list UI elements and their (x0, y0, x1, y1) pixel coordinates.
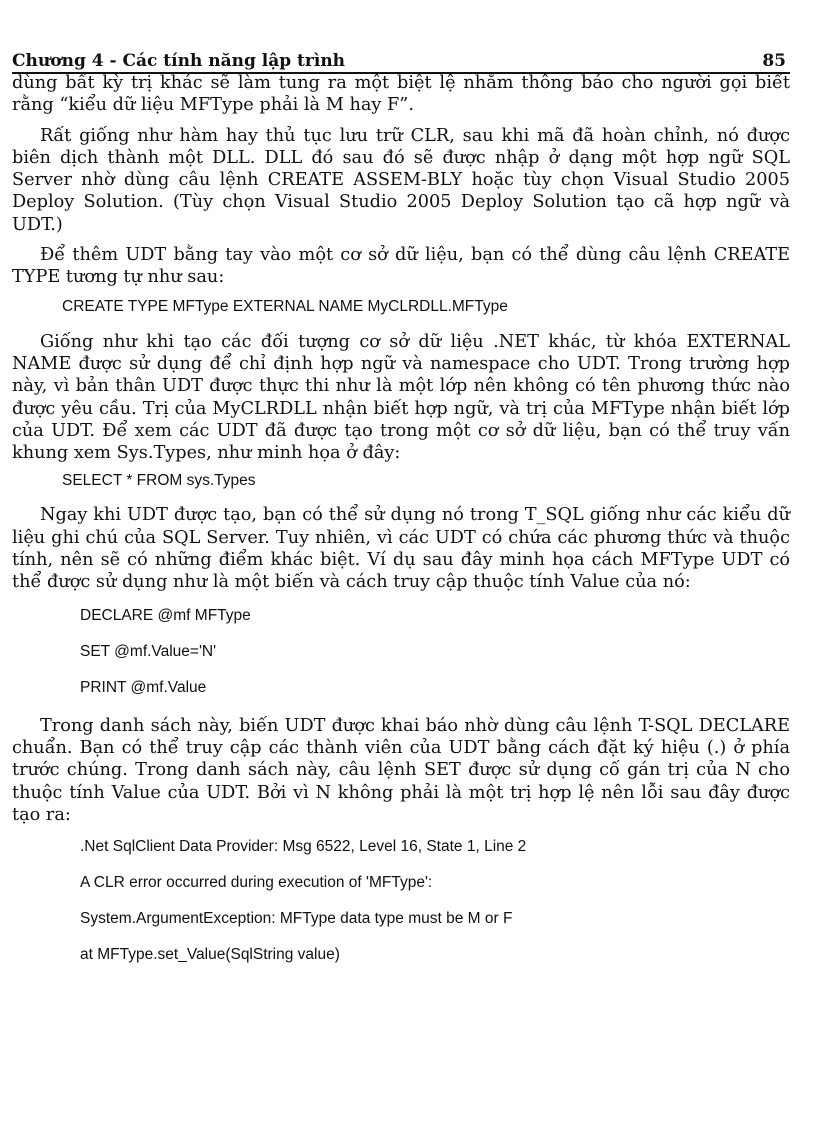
error-message-line-4: at MFType.set_Value(SqlString value) (80, 946, 340, 964)
code-print-value: PRINT @mf.Value (80, 678, 207, 696)
paragraph-udt-usage: Ngay khi UDT được tạo, bạn có thể sử dụng nó trong T_SQL giống như các kiểu dữ liệu ghi chú của SQL Server. Tuy nhiên, vì các UDT có chứa các phương thức và thuộc tính, nên sẽ có những điểm khác biệt. Ví dụ sau đây minh họa cách MFType UDT có thể được sử dụng như là một biến và cách truy cập thuộc tính Value của nó: (12, 505, 790, 593)
code-set-value: SET @mf.Value='N' (80, 642, 217, 660)
paragraph-continued: dùng bất kỳ trị khác sẽ làm tung ra một biệt lệ nhằm thông báo cho người gọi biết rằng “kiểu dữ liệu MFType phải là M hay F”. (12, 73, 790, 116)
book-page (12, 42, 790, 964)
paragraph-error-intro: Trong danh sách này, biến UDT được khai báo nhờ dùng câu lệnh T-SQL DECLARE chuẩn. Bạn có thể truy cập các thành viên của UDT bằng cách đặt ký hiệu (.) ở phía trước chúng. Trong danh sách này, câu lệnh SET được sử dụng cố gán trị của N cho thuộc tính Value của UDT. Bởi vì N không phải là một trị hợp lệ nên lỗi sau đây được tạo ra: (12, 715, 790, 825)
page-number: 85 (762, 51, 786, 71)
code-declare: DECLARE @mf MFType (80, 606, 251, 624)
chapter-title: Chương 4 - Các tính năng lập trình (12, 51, 346, 71)
paragraph-external-name: Giống như khi tạo các đối tượng cơ sở dữ liệu .NET khác, từ khóa EXTERNAL NAME được sử dụng để chỉ định hợp ngữ và namespace cho UDT. Trong trường hợp này, vì bản thân UDT được thực thi như là một lớp nên không có tên phương thức nào được yêu cầu. Trị của MyCLRDLL nhận biết hợp ngữ, và trị của MFType nhận biết lớp của UDT. Để xem các UDT đã được tạo trong một cơ sở dữ liệu, bạn có thể truy vấn khung xem Sys.Types, như minh họa ở đây: (12, 331, 790, 464)
page-header (12, 42, 790, 74)
code-select-types: SELECT * FROM sys.Types (62, 472, 256, 490)
code-create-type: CREATE TYPE MFType EXTERNAL NAME MyCLRDLL.MFType (62, 297, 508, 315)
paragraph-create-type: Để thêm UDT bằng tay vào một cơ sở dữ liệu, bạn có thể dùng câu lệnh CREATE TYPE tương tự như sau: (12, 245, 790, 288)
error-message-line-2: A CLR error occurred during execution of 'MFType': (80, 874, 433, 892)
paragraph-clr-dll: Rất giống như hàm hay thủ tục lưu trữ CLR, sau khi mã đã hoàn chỉnh, nó được biên dịch thành một DLL. DLL đó sau đó sẽ được nhập ở dạng một hợp ngữ SQL Server nhờ dùng câu lệnh CREATE ASSEM-BLY hoặc tùy chọn Visual Studio 2005 Deploy Solution. (Tùy chọn Visual Studio 2005 Deploy Solution tạo cã hợp ngữ và UDT.) (12, 125, 790, 235)
page-content (12, 72, 790, 982)
error-message-line-1: .Net SqlClient Data Provider: Msg 6522, Level 16, State 1, Line 2 (80, 838, 527, 856)
error-message-line-3: System.ArgumentException: MFType data type must be M or F (80, 910, 513, 928)
